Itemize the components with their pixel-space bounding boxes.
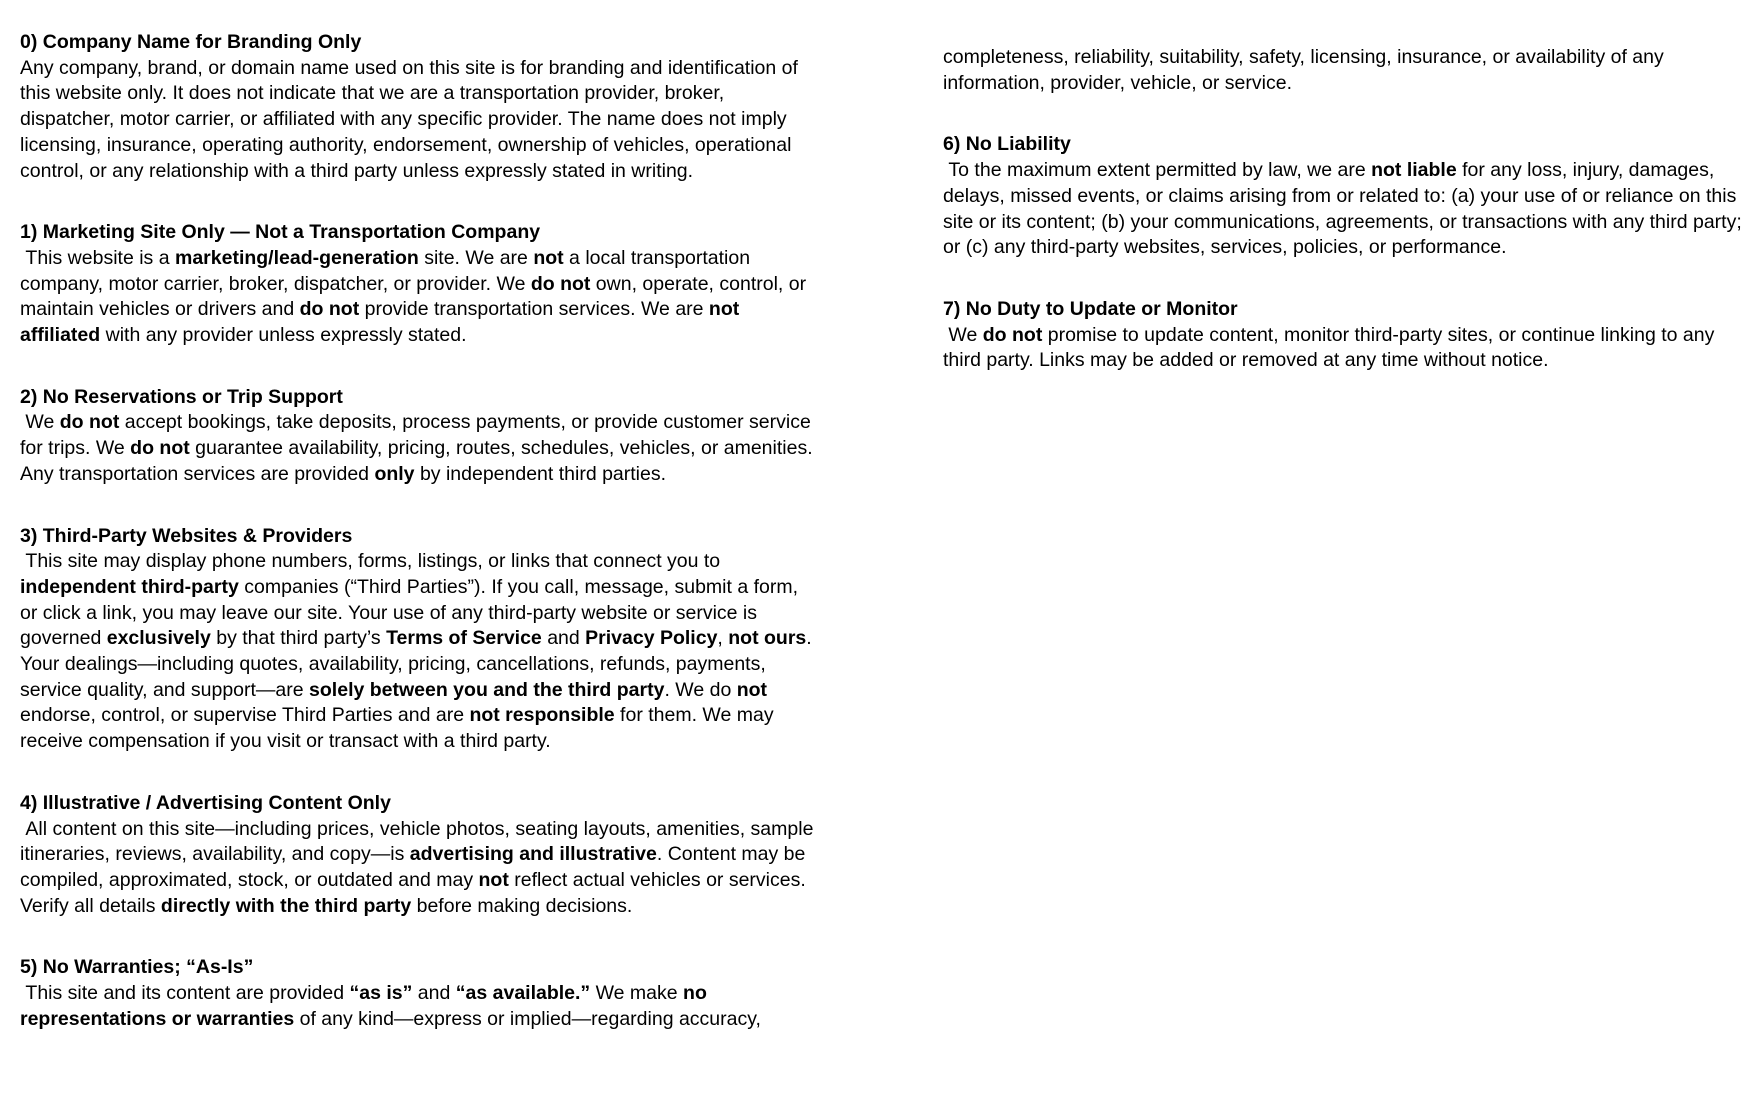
section-heading: 7) No Duty to Update or Monitor [943,297,1238,320]
bold-run: do not [982,323,1043,346]
section-body [20,56,820,185]
text-run: site. We are [418,246,534,269]
bold-run: “as is” [349,982,413,1005]
text-run: of any kind—express or implied—regarding accuracy, [294,1007,761,1030]
bold-run: do not [130,437,190,460]
disclaimer-section [20,791,820,920]
text-run: reflect actual vehicles or services. Verify all details [20,868,812,917]
section-heading: 2) No Reservations or Trip Support [20,385,343,408]
text-run: own, operate, control, or maintain vehicles or drivers and [20,272,812,321]
text-run: All content on this site—including prices, vehicle photos, seating layouts, amenities, sample itineraries, reviews, availability, and copy—is [20,817,819,866]
text-run: This website is a [20,246,175,269]
text-run: , [717,627,729,650]
bold-run: marketing/lead-generation [174,246,419,269]
text-run: and [541,627,586,650]
bold-run: do not [530,272,591,295]
section-heading: 6) No Liability [943,133,1071,156]
text-run: completeness, reliability, suitability, safety, licensing, insurance, or availability of any information, provider, vehicle, or service. [943,46,1670,94]
continuation-paragraph [943,45,1743,96]
section-body [20,410,820,487]
bold-run: advertising and illustrative [409,843,657,866]
bold-run: not [533,246,564,269]
text-run: We [20,411,60,434]
text-run: and [412,982,456,1005]
disclaimer-section [20,524,820,755]
text-run: accept bookings, take deposits, process payments, or provide customer service for trips. We [20,411,817,460]
text-run: This site may display phone numbers, forms, listings, or links that connect you to [20,550,726,573]
bold-run: solely between you and the third party [309,678,665,701]
text-run: provide transportation services. We are [359,298,709,321]
right-column [943,30,1748,1069]
text-run: for any loss, injury, damages, delays, missed events, or claims arising from or related to: (a) your use of or reliance on this site or its content; (b) your communications, agreements, or transactions with any third party; or (c) any third-party websites, services, policies, or performance. [943,159,1748,259]
text-run: by that third party’s [210,627,387,650]
bold-run: “as available.” [455,982,591,1005]
text-run: companies (“Third Parties”). If you call, message, submit a form, or click a link, you may leave our site. Your use of any third-party website or service is governed [20,575,804,650]
bold-run: only [374,462,415,485]
text-run: with any provider unless expressly stated. [100,324,467,347]
bold-run: independent third-party [20,575,239,598]
disclaimer-section [20,30,820,184]
text-run: . We do [664,678,737,701]
text-run: Any company, brand, or domain name used on this site is for branding and identification of this website only. It does not indicate that we are a transportation provider, broker, dispatcher, motor carrier, or affiliated with any specific provider. The name does not imply licensing, insurance, operating authority, endorsement, ownership of vehicles, operational control, or any relationship with a third party unless expressly stated in writing. [20,56,804,182]
text-run: We [943,323,983,346]
section-heading: 4) Illustrative / Advertising Content Only [20,791,391,814]
section-body [20,246,820,349]
bold-run: not [736,678,768,701]
text-run: endorse, control, or supervise Third Parties and are [20,678,773,727]
text-run: To the maximum extent permitted by law, we are [943,159,1372,182]
bold-run: directly with the third party [160,894,412,917]
bold-run: Terms of Service [386,627,542,650]
text-run: . Your dealings—including quotes, availability, pricing, cancellations, refunds, payments, service quality, and support—are [20,627,817,701]
bold-run: do not [59,411,120,434]
text-run: . Content may be compiled, approximated, stock, or outdated and may [20,843,811,891]
text-run: guarantee availability, pricing, routes, schedules, vehicles, or amenities. Any transportation services are provided [20,437,817,485]
bold-run: not affiliated [20,298,745,347]
bold-run: not liable [1371,159,1457,182]
bold-run: do not [299,298,360,321]
text-run: promise to update content, monitor third-party sites, or continue linking to any third party. Links may be added or removed at any time without notice. [943,323,1720,372]
text-run: by independent third parties. [414,462,667,485]
bold-run: Privacy Policy [585,627,718,650]
disclaimer-section [20,220,820,349]
section-body [943,158,1748,261]
section-body [20,549,820,755]
section-body [943,323,1743,374]
disclaimer-section [943,297,1743,374]
bold-run: not responsible [469,704,615,727]
text-run: before making decisions. [411,894,633,917]
bold-run: not ours [728,627,807,650]
disclaimer-section [943,132,1748,261]
disclaimer-section [20,385,820,488]
left-column [20,30,820,1069]
section-body [20,981,820,1032]
section-heading: 5) No Warranties; “As-Is” [20,956,254,979]
text-run: a local transportation company, motor carrier, broker, dispatcher, or provider. We [20,246,756,295]
disclaimer-section [20,955,820,1032]
text-run: We make [590,982,684,1005]
text-run: for them. We may receive compensation if you visit or transact with a third party. [20,704,779,753]
bold-run: exclusively [106,627,211,650]
section-body [20,817,820,920]
section-heading: 1) Marketing Site Only — Not a Transportation Company [20,221,541,244]
text-run: This site and its content are provided [20,982,350,1005]
section-heading: 3) Third-Party Websites & Providers [20,524,353,547]
section-heading: 0) Company Name for Branding Only [20,31,362,53]
bold-run: not [478,868,509,891]
bold-run: no representations or warranties [20,982,713,1030]
